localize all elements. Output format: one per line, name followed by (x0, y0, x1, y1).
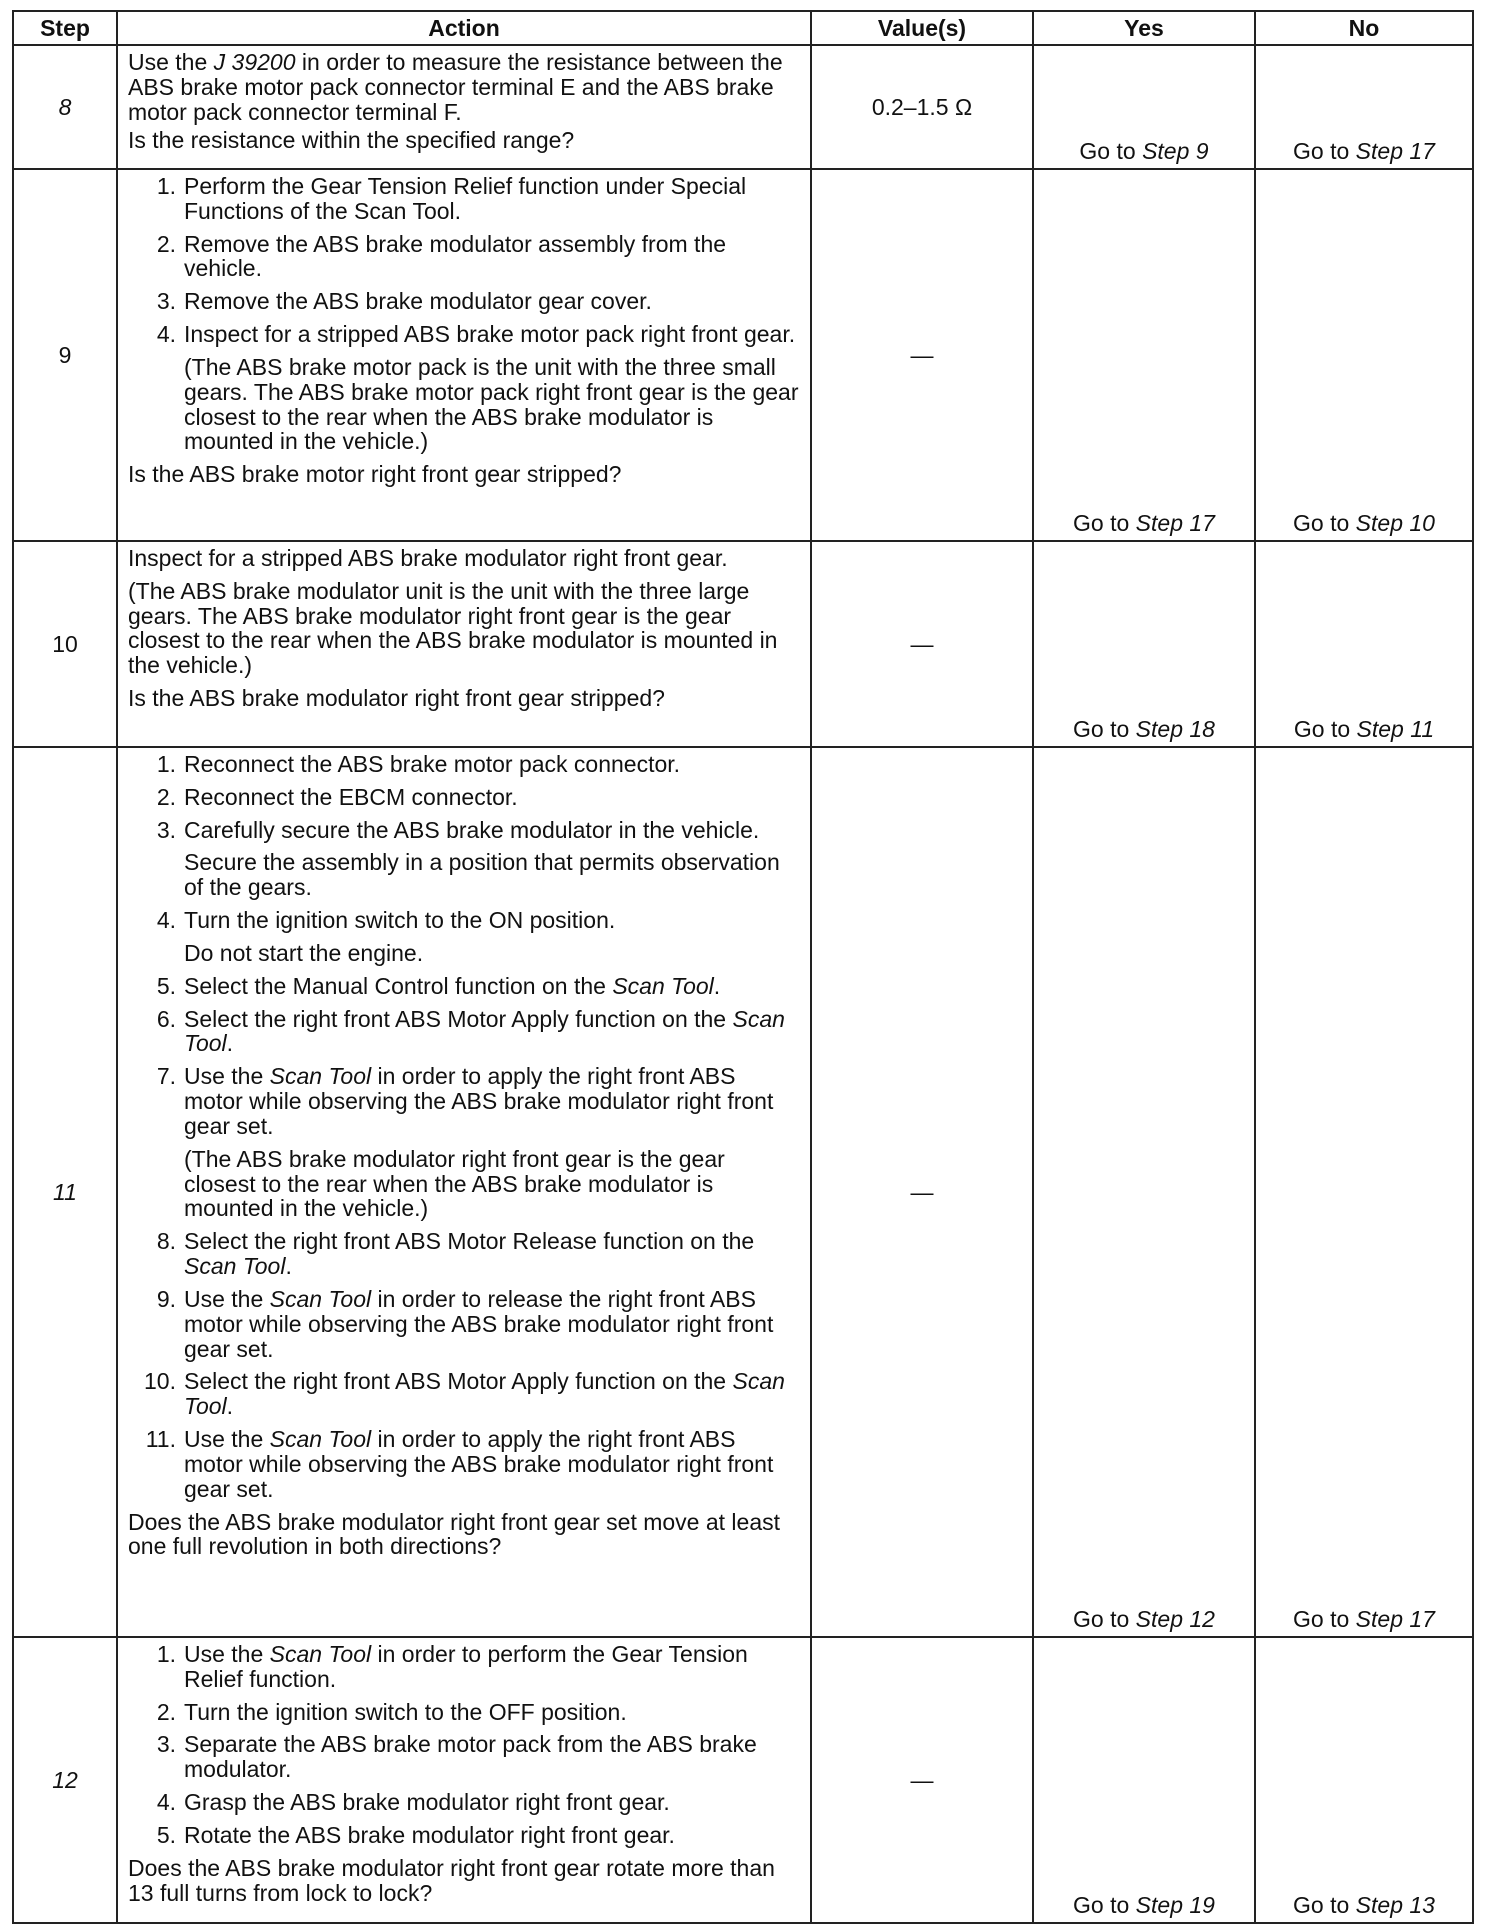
list-item: 2. Remove the ABS brake modulator assembly from the vehicle. (156, 230, 727, 282)
list-item: 4. Grasp the ABS brake modulator right front gear. (156, 1789, 670, 1816)
action-text: Use the J 39200 in order to measure the resistance between the ABS brake motor pack connector terminal E and the ABS brake motor pack connector terminal F. (128, 49, 783, 125)
tool-name: Scan Tool (269, 1285, 372, 1312)
no-cell: Go to Step 11 (1255, 541, 1473, 747)
tool-name: Scan Tool (269, 1063, 372, 1090)
action-note: (The ABS brake modulator right front gear is the gear closest to the rear when the ABS brake modulator is mounted in the vehicle.) (184, 1145, 725, 1222)
list-item: 5. Rotate the ABS brake modulator right front gear. (156, 1821, 675, 1848)
action-question: Is the ABS brake motor right front gear stripped? (128, 461, 622, 488)
goto-step-link: Step 17 (1355, 138, 1435, 165)
list-item: 6. Select the right front ABS Motor Apply function on the Scan Tool. (156, 1005, 785, 1057)
no-cell: Go to Step 17 (1255, 45, 1473, 169)
table-row-step-8 (13, 45, 1473, 169)
step-number: 9 (13, 169, 117, 541)
action-cell (117, 1637, 811, 1923)
header-yes: Yes (1033, 11, 1255, 45)
step-number: 8 (13, 45, 117, 169)
list-item: 1. Use the Scan Tool in order to perform the Gear Tension Relief function. (156, 1641, 748, 1692)
list-item: 7. Use the Scan Tool in order to apply the right front ABS motor while observing the ABS brake modulator right front gear set. (156, 1063, 774, 1139)
tool-name: Scan Tool (184, 1005, 785, 1057)
value-cell: 0.2–1.5 Ω (811, 45, 1033, 169)
action-list (128, 174, 800, 347)
table-row-step-9 (13, 169, 1473, 541)
action-list (128, 1229, 800, 1501)
goto-step-link: Step 10 (1355, 510, 1435, 537)
goto-step-link: Step 18 (1135, 716, 1215, 743)
action-question: Does the ABS brake modulator right front gear rotate more than 13 full turns from lock to lock? (128, 1854, 775, 1906)
list-item: 10. Select the right front ABS Motor Apply function on the Scan Tool. (144, 1368, 785, 1420)
table-row-step-12 (13, 1637, 1473, 1923)
yes-cell: Go to Step 17 (1033, 169, 1255, 541)
action-note: Do not start the engine. (184, 939, 424, 966)
tool-name: Scan Tool (269, 1426, 372, 1453)
list-item: 3. Separate the ABS brake motor pack from the ABS brake modulator. (156, 1731, 757, 1783)
action-list (128, 752, 800, 842)
diagnostic-table (12, 10, 1474, 1924)
list-item: 4. Turn the ignition switch to the ON position. (156, 907, 616, 934)
list-item: 5. Select the Manual Control function on the Scan Tool. (156, 972, 721, 999)
list-item: 1. Reconnect the ABS brake motor pack connector. (156, 751, 681, 777)
goto-step-link: Step 13 (1355, 1892, 1435, 1919)
action-list (128, 908, 800, 933)
yes-cell: Go to Step 12 (1033, 747, 1255, 1637)
goto-step-link: Step 17 (1355, 1606, 1435, 1633)
no-cell: Go to Step 10 (1255, 169, 1473, 541)
header-no: No (1255, 11, 1473, 45)
tool-name: Scan Tool (269, 1641, 372, 1667)
action-question: Is the ABS brake modulator right front gear stripped? (128, 685, 665, 712)
no-cell: Go to Step 13 (1255, 1637, 1473, 1923)
action-note: Secure the assembly in a position that permits observation of the gears. (184, 849, 780, 901)
list-item: 1. Perform the Gear Tension Relief function under Special Functions of the Scan Tool. (156, 173, 747, 224)
list-item: 2. Reconnect the EBCM connector. (156, 783, 518, 810)
goto-step-link: Step 19 (1135, 1892, 1215, 1919)
action-cell (117, 169, 811, 541)
action-list (128, 1642, 800, 1848)
action-cell (117, 541, 811, 747)
table-row-step-10 (13, 541, 1473, 747)
action-cell (117, 747, 811, 1637)
tool-name: Scan Tool (612, 972, 714, 999)
action-note: (The ABS brake modulator unit is the unit with the three large gears. The ABS brake modulator right front gear is the gear closest to the rear when the ABS brake modulator is mounted in the vehicle.) (128, 577, 778, 679)
action-cell (117, 45, 811, 169)
list-item: 9. Use the Scan Tool in order to release the right front ABS motor while observing the ABS brake modulator right front gear set. (156, 1285, 774, 1362)
step-number: 12 (13, 1637, 117, 1923)
step-number: 10 (13, 541, 117, 747)
value-cell: — (811, 1637, 1033, 1923)
header-row (13, 11, 1473, 45)
table-row-step-11 (13, 747, 1473, 1637)
step-number: 11 (13, 747, 117, 1637)
tool-name: J 39200 (213, 49, 296, 75)
header-step: Step (13, 11, 117, 45)
header-action: Action (117, 11, 811, 45)
list-item: 8. Select the right front ABS Motor Release function on the Scan Tool. (156, 1228, 755, 1280)
value-cell: — (811, 747, 1033, 1637)
yes-cell: Go to Step 19 (1033, 1637, 1255, 1923)
action-list (128, 974, 800, 1139)
value-cell: — (811, 169, 1033, 541)
action-text: Inspect for a stripped ABS brake modulator right front gear. (128, 545, 728, 571)
yes-cell: Go to Step 18 (1033, 541, 1255, 747)
tool-name: Scan Tool (184, 1368, 785, 1420)
no-cell: Go to Step 17 (1255, 747, 1473, 1637)
tool-name: Scan Tool (184, 1253, 286, 1280)
goto-step-link: Step 11 (1356, 716, 1435, 743)
yes-cell: Go to Step 9 (1033, 45, 1255, 169)
action-note: (The ABS brake motor pack is the unit with the three small gears. The ABS brake motor pack right front gear is the gear closest to the rear when the ABS brake modulator is mounted in the vehicle.) (184, 353, 799, 455)
list-item: 11. Use the Scan Tool in order to apply the right front ABS motor while observing the ABS brake modulator right front gear set. (145, 1426, 774, 1502)
list-item: 3. Remove the ABS brake modulator gear cover. (156, 288, 652, 315)
list-item: 3. Carefully secure the ABS brake modulator in the vehicle. (156, 816, 760, 843)
list-item: 2. Turn the ignition switch to the OFF position. (156, 1698, 627, 1725)
header-values: Value(s) (811, 11, 1033, 45)
goto-step-link: Step 9 (1142, 138, 1209, 165)
value-cell: — (811, 541, 1033, 747)
goto-step-link: Step 12 (1135, 1606, 1215, 1633)
list-item: 4. Inspect for a stripped ABS brake motor pack right front gear. (156, 321, 796, 348)
goto-step-link: Step 17 (1135, 510, 1215, 537)
action-question: Does the ABS brake modulator right front gear set move at least one full revolution in both directions? (128, 1508, 781, 1560)
action-question: Is the resistance within the specified range? (128, 127, 575, 154)
